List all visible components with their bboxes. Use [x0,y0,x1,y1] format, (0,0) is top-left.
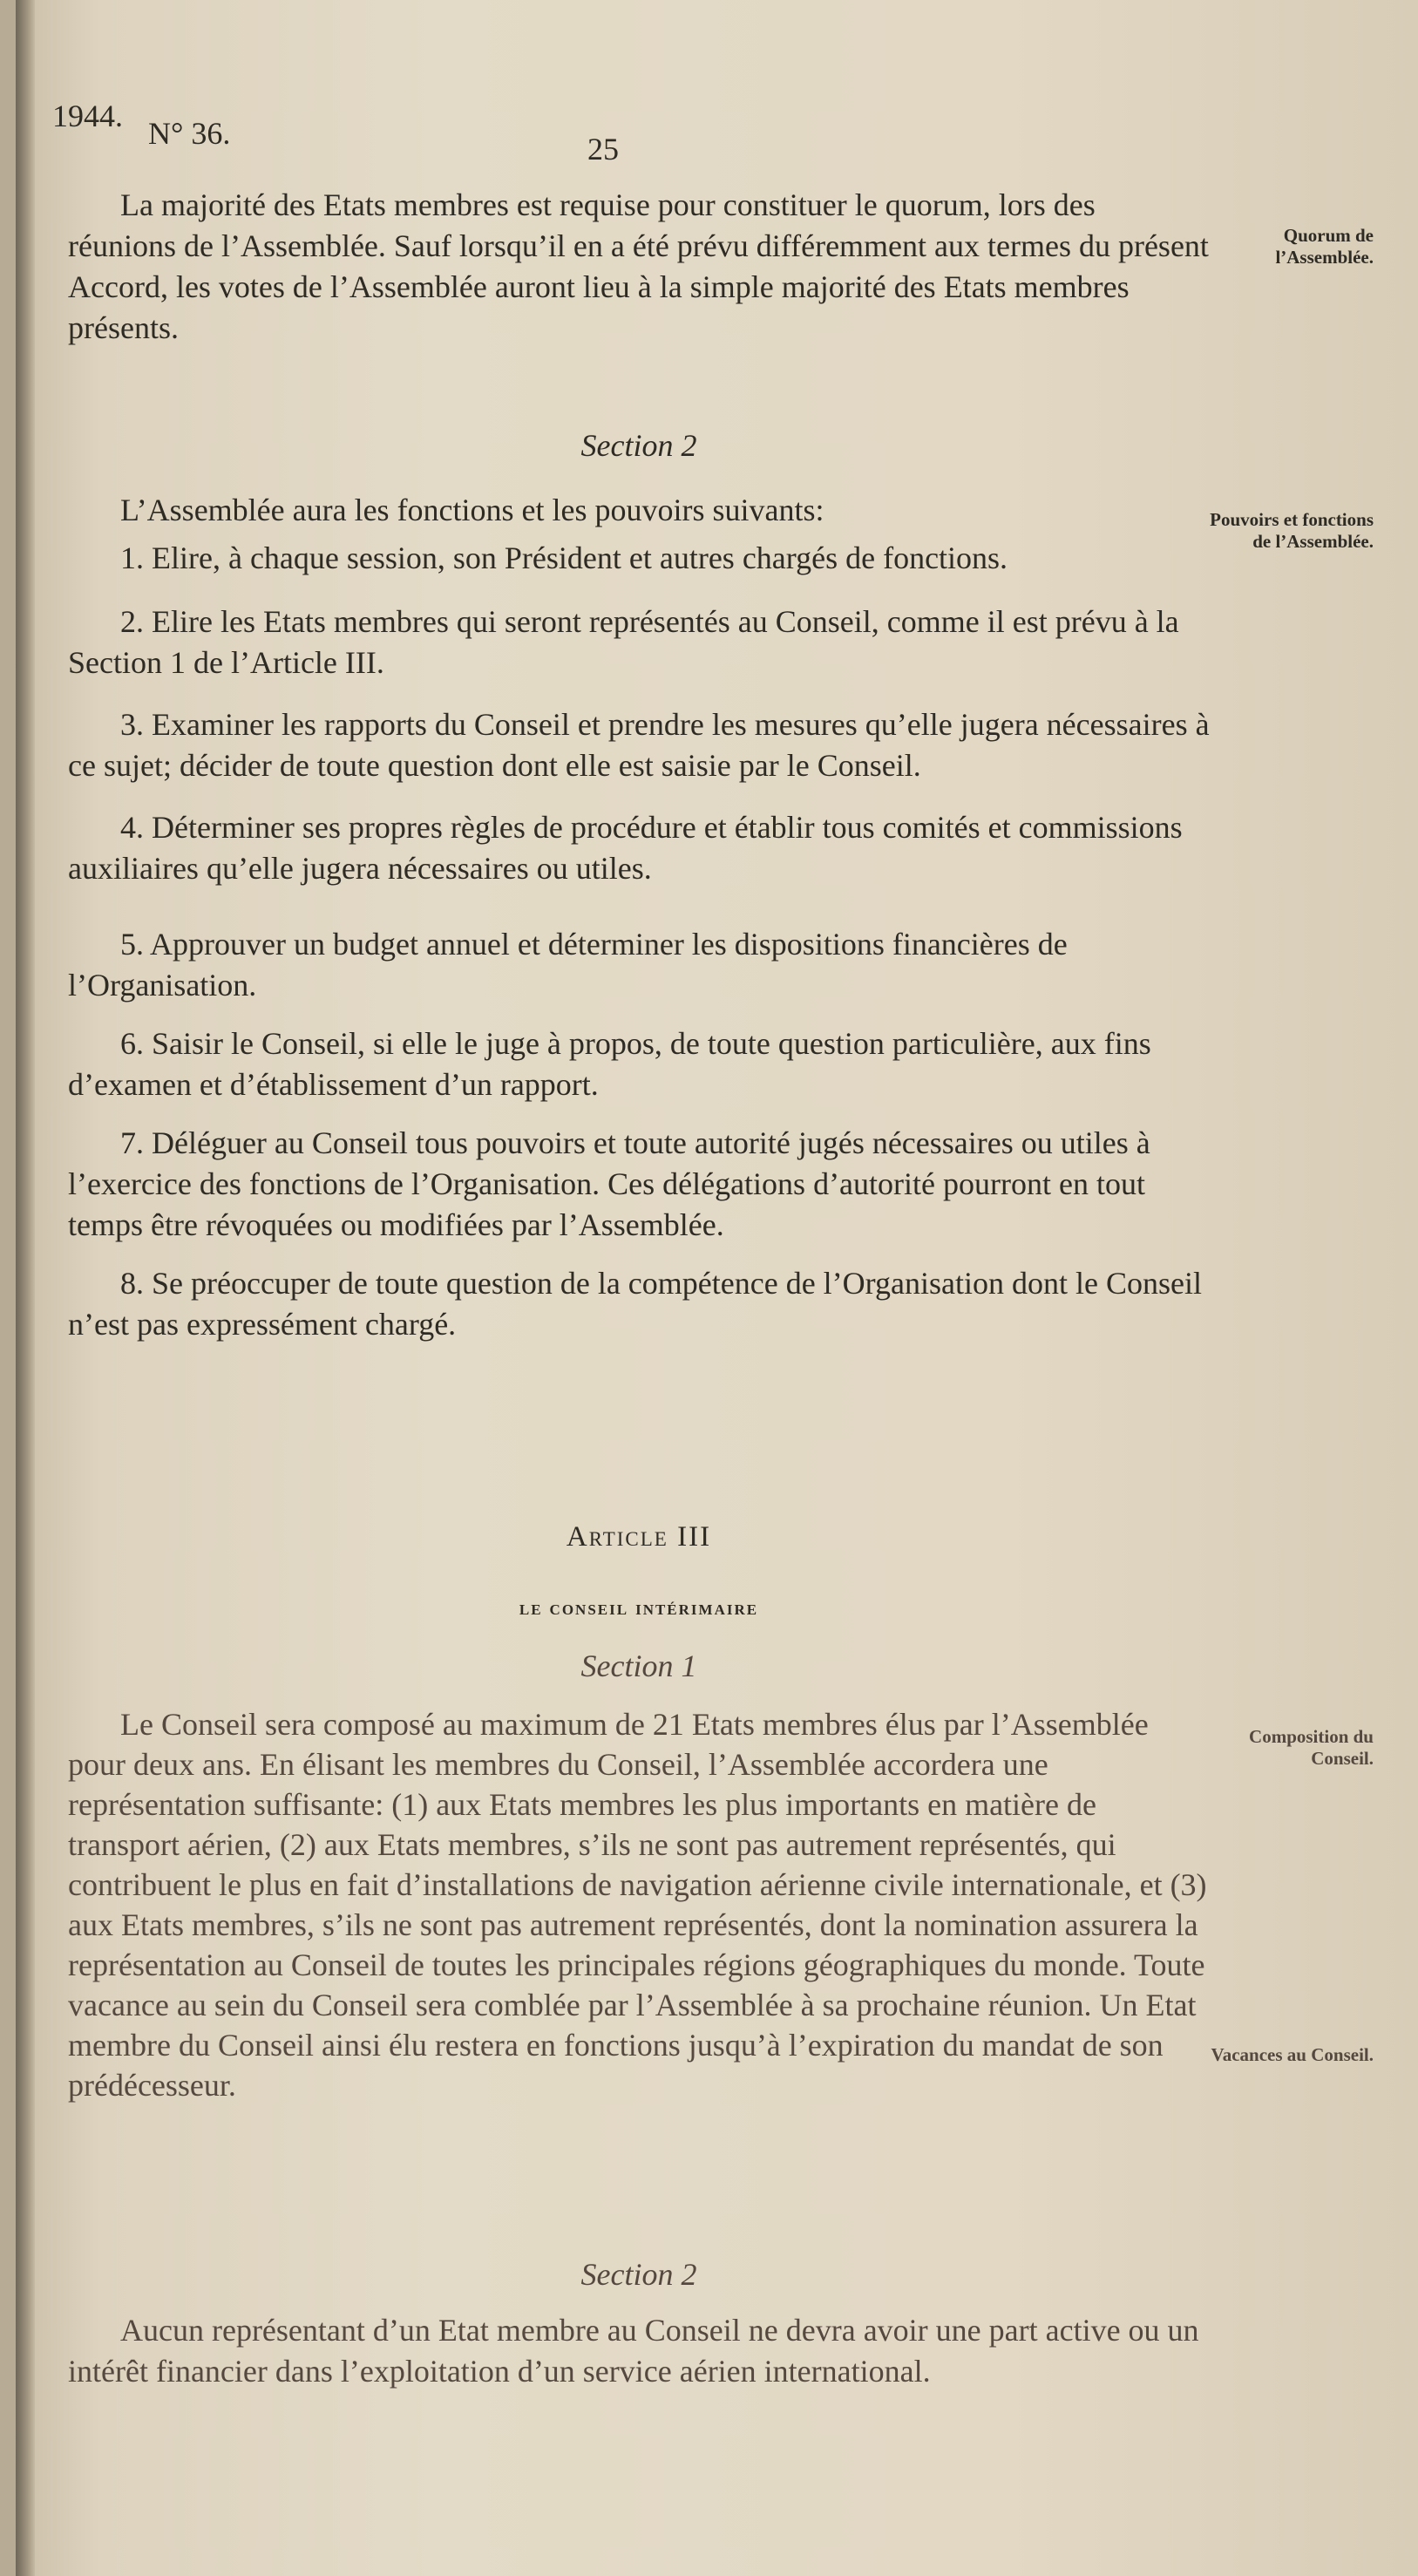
powers-list [68,490,1210,1345]
article-heading: Article III [566,1521,712,1553]
section-2-heading: Section 2 [580,428,697,463]
council-paragraph: Le Conseil sera composé au maximum de 21 Etats membres élus par l’Assemblée pour deux ans. En élisant les membres du Conseil, l’Assemblée accordera une représentation suffisante: (1) aux Etats membres les plus importants en matière de transport aérien, (2) aux Etats membres, s’ils ne sont pas autrement représentés, qui contribuent le plus en fait d’installations de navigation aérienne civile internationale, et (3) aux Etats membres, s’ils ne sont pas autrement représentés, dont la nomination assurera la représentation au Conseil de toutes les principales régions géographiques du monde. Toute vacance au sein du Conseil sera comblée par l’Assemblée à sa prochaine réunion. Un Etat membre du Conseil ainsi élu restera en fonctions jusqu’à l’expiration du mandat de son prédécesseur. [68,1707,1207,2103]
quorum-paragraph: La majorité des Etats membres est requise pour constituer le quorum, lors des réunions de l’Assemblée. Sauf lorsqu’il en a été prévu différemment aux termes du présent Accord, les votes de l’Assemblée auront lieu à la simple majorité des Etats membres présents. [68,187,1209,345]
power-item-3: 3. Examiner les rapports du Conseil et prendre les mesures qu’elle jugera nécessaires à ce sujet; décider de toute question dont elle est saisie par le Conseil. [68,707,1210,783]
power-item-1: 1. Elire, à chaque session, son Président et autres chargés de fonctions. [120,540,1008,575]
power-item-8: 8. Se préoccuper de toute question de la compétence de l’Organisation dont le Conseil n’est pas expressément chargé. [68,1266,1202,1342]
representative-paragraph-block [68,2310,1210,2392]
power-item-5: 5. Approuver un budget annuel et déterminer les dispositions financières de l’Organisation. [68,927,1068,1003]
header-number: N° 36. [148,116,231,151]
power-item-6: 6. Saisir le Conseil, si elle le juge à propos, de toute question particulière, aux fins d’examen et d’établissement d’un rapport. [68,1026,1151,1102]
section-2-council-heading: Section 2 [580,2257,697,2292]
margin-note-composition: Composition du Conseil. [1249,1726,1374,1769]
power-item-4: 4. Déterminer ses propres règles de procédure et établir tous comités et commissions auxiliaires qu’elle jugera nécessaires ou utiles. [68,810,1183,886]
council-paragraph-block [68,1704,1210,2105]
header-year: 1944. [52,99,123,133]
margin-note-quorum: Quorum de l’Assemblée. [1275,225,1374,268]
representative-paragraph: Aucun représentant d’un Etat membre au Conseil ne devra avoir une part active ou un intérêt financier dans l’exploitation d’un service aérien international. [68,2313,1199,2389]
section-1-heading: Section 1 [580,1648,697,1683]
page-number: 25 [587,132,619,167]
document-page [16,0,1418,2576]
power-item-7: 7. Déléguer au Conseil tous pouvoirs et toute autorité jugés nécessaires ou utiles à l’exercice des fonctions de l’Organisation. Ces délégations d’autorité pourront en tout temps être révoquées ou modifiées par l’Assemblée. [68,1125,1150,1242]
article-subheading: le conseil intérimaire [519,1597,759,1620]
margin-note-powers: Pouvoirs et fonctions de l’Assemblée. [1210,509,1374,552]
power-item-2: 2. Elire les Etats membres qui seront représentés au Conseil, comme il est prévu à la Section 1 de l’Article III. [68,604,1179,680]
book-spine-shadow [16,0,35,2576]
quorum-paragraph-block [68,185,1210,349]
margin-note-vacancies: Vacances au Conseil. [1211,2044,1374,2065]
powers-intro: L’Assemblée aura les fonctions et les pouvoirs suivants: [120,493,824,527]
